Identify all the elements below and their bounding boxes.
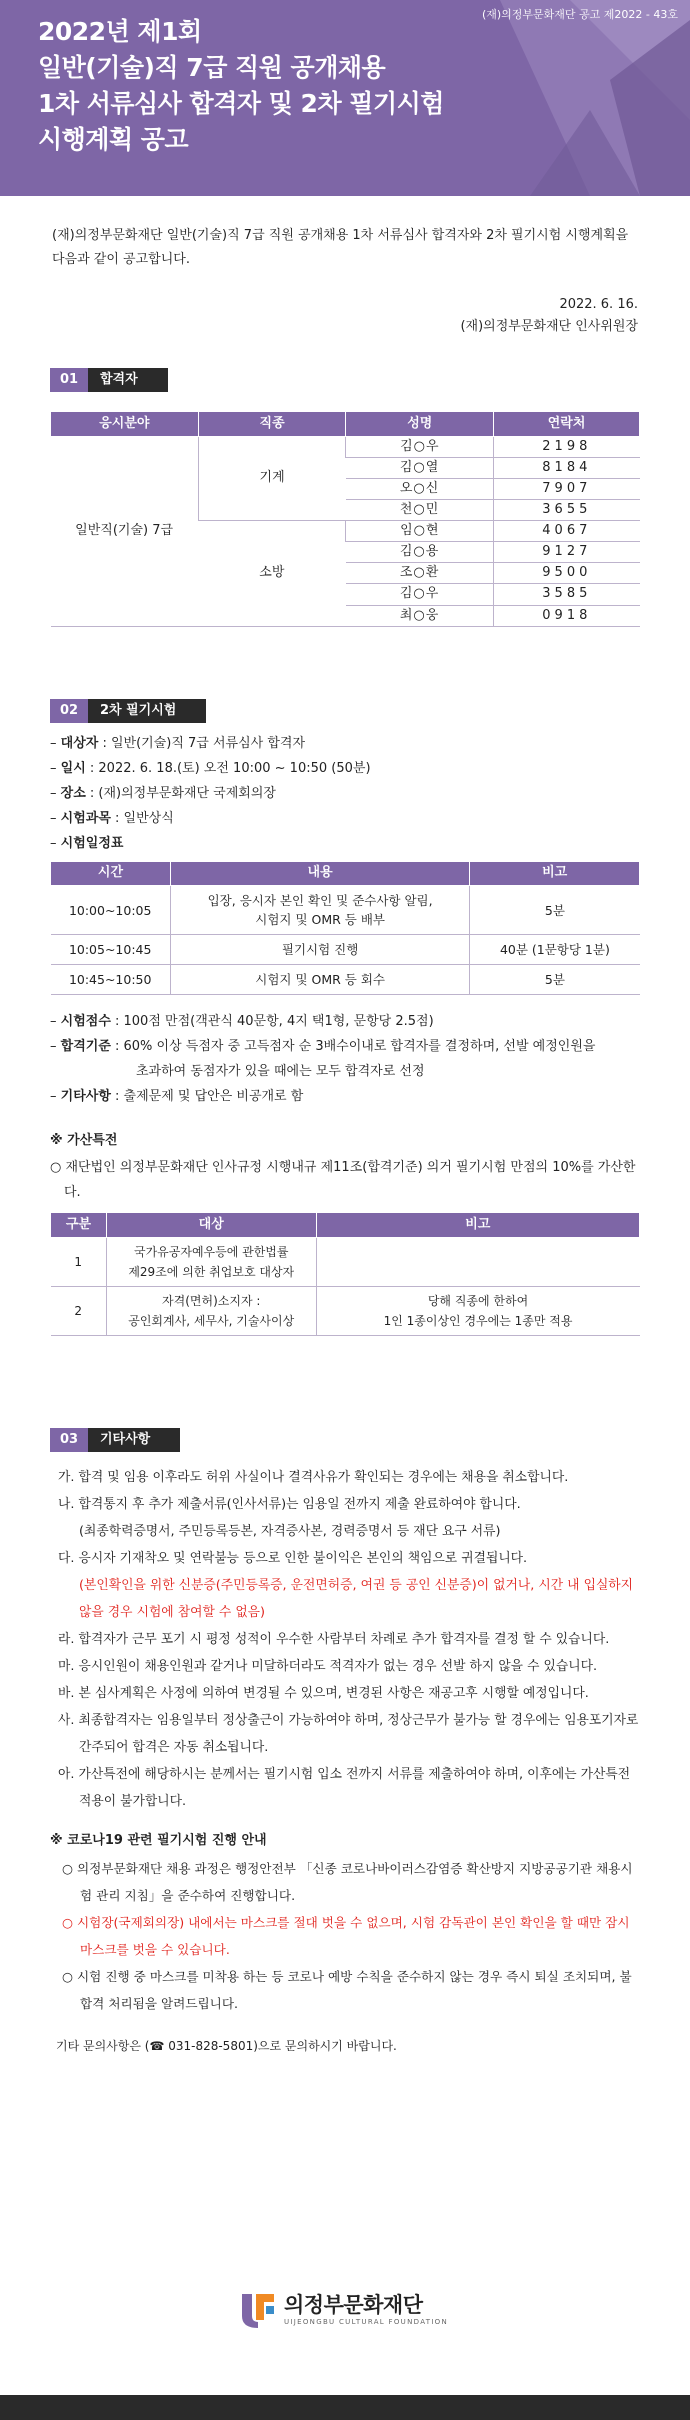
- title-line: 시행계획 공고: [38, 125, 189, 154]
- name-cell: 오○신: [346, 478, 494, 499]
- list-item: 사. 최종합격자는 임용일부터 정상출근이 가능하여야 하며, 정상근무가 불가능 할 경우에는 임용포기자로 간주되어 합격은 자동 취소됩니다.: [58, 1712, 639, 1755]
- name-cell: 천○민: [346, 499, 494, 520]
- list-item: 라. 합격자가 근무 포기 시 평정 성적이 우수한 사람부터 차례로 추가 합격자를 결정 할 수 있습니다.: [58, 1631, 610, 1647]
- exam-score: – 시험점수 : 100점 만점(객관식 40문항, 4지 택1형, 문항당 2.5점): [50, 1014, 434, 1030]
- exam-date: – 일시 : 2022. 6. 18.(토) 오전 10:00 ~ 10:50 (50분): [50, 760, 371, 776]
- list-item: 가. 합격 및 임용 이후라도 허위 사실이나 결격사유가 확인되는 경우에는 채용을 취소합니다.: [58, 1469, 569, 1485]
- covid-items: [0, 1851, 690, 2017]
- section-number: 03: [50, 1428, 88, 1452]
- name-cell: 김○우: [346, 436, 494, 457]
- title-line: 2022년 제1회: [38, 17, 202, 46]
- exam-info: [0, 723, 690, 856]
- list-item-sub: (최종학력증명서, 주민등록등본, 자격증사본, 경력증명서 등 재단 요구 서류): [79, 1523, 501, 1539]
- column-header: 내용: [170, 862, 469, 886]
- column-header: 대상: [106, 1213, 316, 1237]
- column-header: 성명: [346, 412, 494, 436]
- title-line: 1차 서류심사 합격자 및 2차 필기시험: [38, 89, 444, 118]
- list-item: 나. 합격통지 후 추가 제출서류(인사서류)는 임용일 전까지 제출 완료하여야 합니다.: [58, 1496, 521, 1512]
- page-title: [38, 14, 444, 158]
- pass-criteria: – 합격기준 : 60% 이상 득점자 중 고득점자 순 3배수이내로 합격자를 결정하며, 선발 예정인원을: [50, 1039, 596, 1055]
- section-2-heading: [50, 699, 690, 723]
- notice-number: (재)의정부문화재단 공고 제2022 - 43호: [481, 8, 678, 21]
- phone-cell: 7907: [494, 478, 640, 499]
- time-cell: 10:05~10:45: [51, 935, 171, 965]
- list-item: 바. 본 심사계획은 사정에 의하여 변경될 수 있으며, 변경된 사항은 재공고후 시행할 예정입니다.: [58, 1685, 589, 1701]
- logo-subtext: UIJEONGBU CULTURAL FOUNDATION: [284, 2318, 449, 2326]
- name-cell: 조○환: [346, 563, 494, 584]
- phone-cell: 0918: [494, 605, 640, 626]
- bonus-table: [50, 1213, 640, 1336]
- logo-text: 의정부문화재단: [284, 2293, 423, 2317]
- type-cell: 소방: [198, 521, 346, 627]
- column-header: 직종: [198, 412, 346, 436]
- note-cell: 40분 (1문항당 1분): [470, 935, 640, 965]
- contact-info: 기타 문의사항은 (☎ 031-828-5801)으로 문의하시기 바랍니다.: [56, 2039, 397, 2054]
- content-cell: 입장, 응시자 본인 확인 및 준수사항 알림, 시험지 및 OMR 등 배부: [170, 886, 469, 935]
- section-label: 합격자: [88, 368, 168, 392]
- name-cell: 김○용: [346, 542, 494, 563]
- other-notes: – 기타사항 : 출제문제 및 답안은 비공개로 함: [50, 1089, 304, 1105]
- note-cell: 5분: [470, 965, 640, 995]
- phone-cell: 8184: [494, 457, 640, 478]
- target-cell: 자격(면허)소지자 : 공인회계사, 세무사, 기술사이상: [106, 1286, 316, 1335]
- list-item: ○ 의정부문화재단 채용 과정은 행정안전부 「신종 코로나바이러스감염증 확산방지 지방공공기관 채용시험 관리 지침」을 준수하여 진행합니다.: [62, 1861, 633, 1904]
- name-cell: 김○열: [346, 457, 494, 478]
- column-header: 구분: [51, 1213, 107, 1237]
- phone-cell: 9500: [494, 563, 640, 584]
- exam-place: – 장소 : (재)의정부문화재단 국제회의장: [50, 785, 276, 801]
- type-cell: 기계: [198, 436, 346, 521]
- content-cell: 시험지 및 OMR 등 회수: [170, 965, 469, 995]
- column-header: 비고: [470, 862, 640, 886]
- note-cell: 5분: [470, 886, 640, 935]
- issue-info: [0, 272, 690, 338]
- header-decoration: [440, 0, 690, 196]
- name-cell: 김○우: [346, 584, 494, 605]
- list-item: ○ 시험 진행 중 마스크를 미착용 하는 등 코로나 예방 수칙을 준수하지 않는 경우 즉시 퇴실 조치되며, 불합격 처리됨을 알려드립니다.: [62, 1969, 632, 2012]
- list-item: 마. 응시인원이 채용인원과 같거나 미달하더라도 적격자가 없는 경우 선발 하지 않을 수 있습니다.: [58, 1658, 598, 1674]
- section-label: 기타사항: [88, 1428, 180, 1452]
- pass-criteria-cont: 초과하여 동점자가 있을 때에는 모두 합격자로 선정: [136, 1064, 425, 1080]
- no-cell: 2: [51, 1286, 107, 1335]
- foundation-logo: [240, 2290, 448, 2330]
- table-header-row: [51, 862, 640, 886]
- table-header-row: [51, 1213, 640, 1237]
- time-cell: 10:45~10:50: [51, 965, 171, 995]
- table-row: [51, 965, 640, 995]
- exam-target: – 대상자 : 일반(기술)직 7급 서류심사 합격자: [50, 735, 306, 751]
- phone-cell: 2198: [494, 436, 640, 457]
- target-cell: 국가유공자예우등에 관한법률 제29조에 의한 취업보호 대상자: [106, 1237, 316, 1286]
- exam-rules: [0, 995, 690, 1109]
- table-row: [51, 886, 640, 935]
- column-header: 시간: [51, 862, 171, 886]
- section-number: 01: [50, 368, 88, 392]
- bonus-text: ○ 재단법인 의정부문화재단 인사규정 시행내규 제11조(합격기준) 의거 필기시험 만점의 10%를 가산한다.: [50, 1160, 636, 1201]
- covid-title: ※ 코로나19 관련 필기시험 진행 안내: [50, 1832, 267, 1848]
- warning-text: ○ 시험장(국제회의장) 내에서는 마스크를 절대 벗을 수 없으며, 시험 감독관이 본인 확인을 할 때만 잠시 마스크를 벗을 수 있습니다.: [62, 1915, 630, 1958]
- content-cell: 필기시험 진행: [170, 935, 469, 965]
- issuer: (재)의정부문화재단 인사위원장: [460, 319, 638, 334]
- table-row: [51, 1286, 640, 1335]
- phone-cell: 4067: [494, 521, 640, 542]
- table-header-row: [51, 412, 640, 436]
- no-cell: 1: [51, 1237, 107, 1286]
- column-header: 비고: [316, 1213, 639, 1237]
- note-cell: [316, 1237, 639, 1286]
- bonus-title: ※ 가산특전: [50, 1133, 118, 1149]
- other-items: [0, 1452, 690, 1815]
- section-number: 02: [50, 699, 88, 723]
- name-cell: 임○현: [346, 521, 494, 542]
- logo-mark-icon: [240, 2290, 276, 2330]
- footer-bar: [0, 2395, 690, 2420]
- column-header: 연락처: [494, 412, 640, 436]
- title-line: 일반(기술)직 7급 직원 공개채용: [38, 53, 386, 82]
- table-row: [51, 436, 640, 457]
- field-cell: 일반직(기술) 7급: [51, 436, 199, 626]
- phone-cell: 9127: [494, 542, 640, 563]
- section-1-heading: [50, 368, 690, 392]
- passers-table: [50, 412, 640, 627]
- intro-text: (재)의정부문화재단 일반(기술)직 7급 직원 공개채용 1차 서류심사 합격자와 2차 필기시험 시행계획을 다음과 같이 공고합니다.: [52, 228, 629, 267]
- phone-cell: 3655: [494, 499, 640, 520]
- phone-cell: 3585: [494, 584, 640, 605]
- schedule-table: [50, 862, 640, 996]
- exam-subject: – 시험과목 : 일반상식: [50, 810, 174, 826]
- time-cell: 10:00~10:05: [51, 886, 171, 935]
- column-header: 응시분야: [51, 412, 199, 436]
- section-3-heading: [50, 1428, 690, 1452]
- note-cell: 당해 직종에 한하여 1인 1종이상인 경우에는 1종만 적용: [316, 1286, 639, 1335]
- table-row: [51, 935, 640, 965]
- header-banner: [0, 0, 690, 196]
- list-item: 아. 가산특전에 해당하시는 분께서는 필기시험 입소 전까지 서류를 제출하여야 하며, 이후에는 가산특전 적용이 불가합니다.: [58, 1766, 631, 1809]
- name-cell: 최○웅: [346, 605, 494, 626]
- exam-schedule-label: – 시험일정표: [50, 835, 124, 851]
- table-row: [51, 1237, 640, 1286]
- section-label: 2차 필기시험: [88, 699, 206, 723]
- warning-text: (본인확인을 위한 신분증(주민등록증, 운전면허증, 여권 등 공인 신분증)이 없거나, 시간 내 입실하지 않을 경우 시험에 참여할 수 없음): [79, 1577, 634, 1620]
- list-item: 다. 응시자 기재착오 및 연락불능 등으로 인한 불이익은 본인의 책임으로 귀결됩니다.: [58, 1550, 528, 1566]
- issue-date: 2022. 6. 16.: [559, 297, 638, 312]
